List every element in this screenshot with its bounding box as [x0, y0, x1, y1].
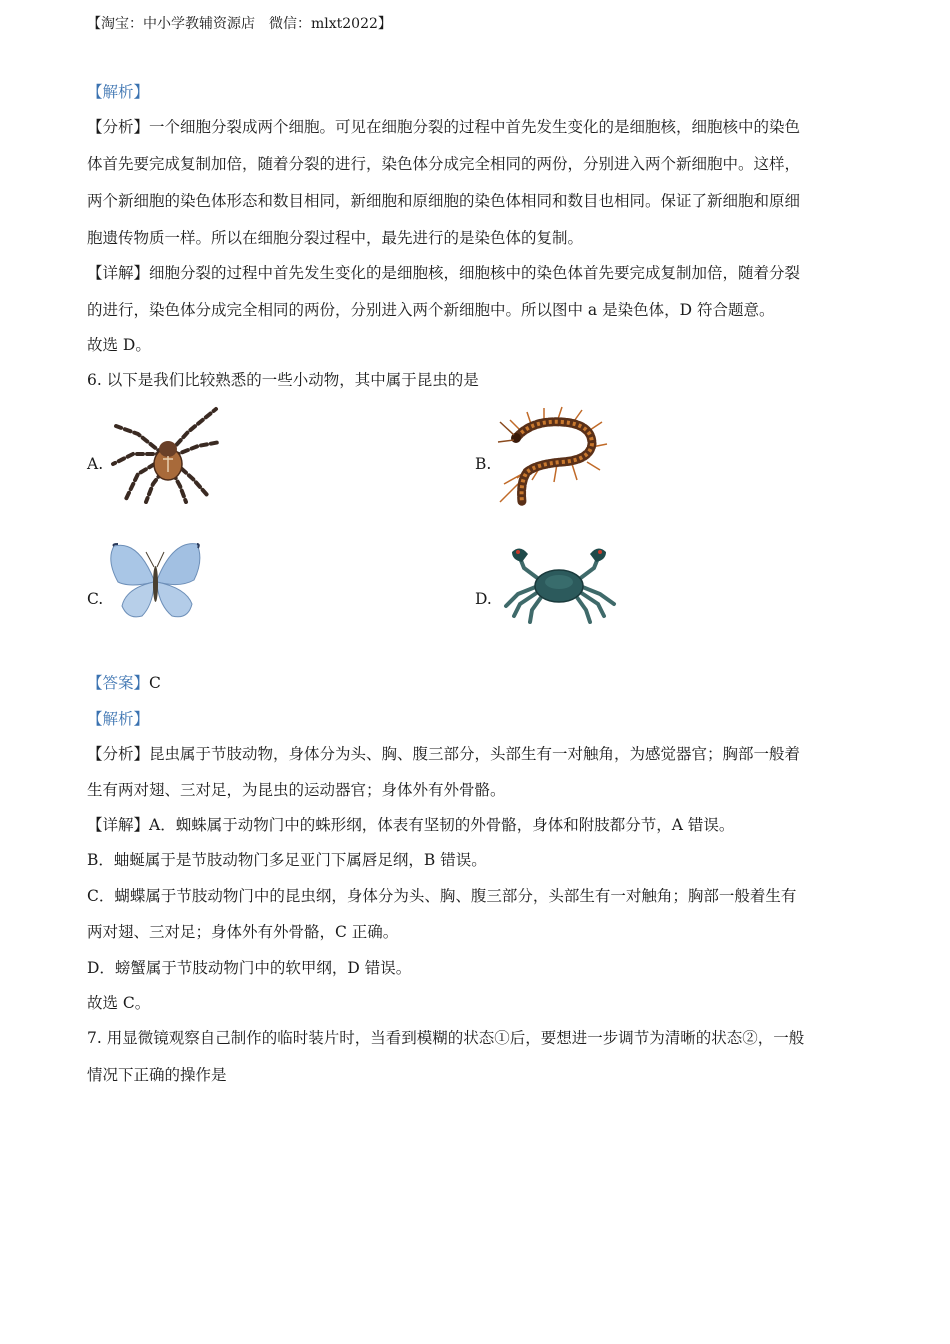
q6-detail-c-line-2: 两对翅、三对足；身体外有外骨骼，C 正确。 [87, 923, 399, 941]
option-b-label: B. [475, 455, 492, 473]
q7-stem-line-2: 情况下正确的操作是 [87, 1066, 227, 1084]
q6-analysis-line-1: 【分析】昆虫属于节肢动物，身体分为头、胸、腹三部分，头部生有一对触角，为感觉器官；胸部一般着 [87, 745, 801, 763]
q6-detail-c-line-1: C．蝴蝶属于节肢动物门中的昆虫纲，身体分为头、胸、腹三部分，头部生有一对触角；胸部一般着生有 [87, 887, 797, 905]
q7-stem-line-1: 7. 用显微镜观察自己制作的临时装片时，当看到模糊的状态①后，要想进一步调节为清晰的状态②，一般 [87, 1029, 805, 1047]
page-header: 【淘宝：中小学教辅资源店 微信：mlxt2022】 [87, 16, 392, 32]
prev-detail-line-2: 的进行，染色体分成完全相同的两份，分别进入两个新细胞中。所以图中 a 是染色体，D 符合题意。 [87, 301, 775, 319]
prev-detail-line-1: 【详解】细胞分裂的过程中首先发生变化的是细胞核，细胞核中的染色体首先要完成复制加倍，随着分裂 [87, 264, 801, 282]
q6-detail-b: B．蚰蜒属于是节肢动物门多足亚门下属唇足纲，B 错误。 [87, 851, 487, 869]
q6-choice: 故选 C。 [87, 994, 151, 1012]
q6-stem: 6. 以下是我们比较熟悉的一些小动物，其中属于昆虫的是 [87, 371, 479, 389]
q6-analysis-line-2: 生有两对翅、三对足，为昆虫的运动器官；身体外有外骨骼。 [87, 781, 506, 799]
spider-icon [108, 404, 223, 508]
prev-analysis-line-1: 【分析】一个细胞分裂成两个细胞。可见在细胞分裂的过程中首先发生变化的是细胞核，细胞核中的染色 [87, 118, 801, 136]
centipede-icon [492, 402, 612, 511]
option-a-label: A. [87, 455, 104, 473]
option-c-label: C. [87, 590, 104, 608]
prev-analysis-line-2: 体首先要完成复制加倍，随着分裂的进行，染色体分成完全相同的两份，分别进入两个新细胞中。这样， [87, 155, 801, 173]
prev-analysis-line-3: 两个新细胞的染色体形态和数目相同，新细胞和原细胞的染色体相同和数目也相同。保证了新细胞和原细 [87, 192, 801, 210]
answer-line: 【答案】C [87, 674, 161, 692]
crab-icon [500, 544, 620, 628]
butterfly-icon [108, 540, 203, 629]
q6-jiexi-tag: 【解析】 [87, 710, 150, 728]
q6-detail-d: D．螃蟹属于节肢动物门中的软甲纲，D 错误。 [87, 959, 412, 977]
jiexi-tag: 【解析】 [87, 83, 150, 101]
prev-choice: 故选 D。 [87, 336, 151, 354]
option-d-label: D. [475, 590, 492, 608]
q6-detail-a: 【详解】A．蜘蛛属于动物门中的蛛形纲，体表有坚韧的外骨骼，身体和附肢都分节，A 错误。 [87, 816, 735, 834]
prev-analysis-line-4: 胞遗传物质一样。所以在细胞分裂过程中，最先进行的是染色体的复制。 [87, 229, 584, 247]
